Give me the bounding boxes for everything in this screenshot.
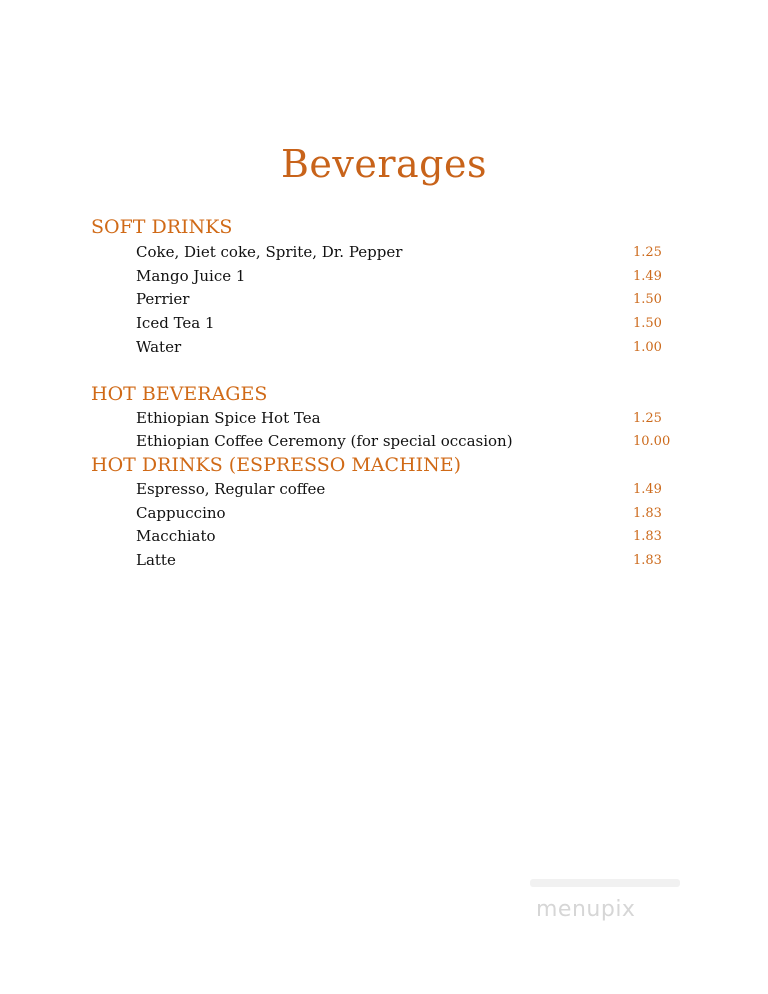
menu-item-price: 1.49 (633, 269, 662, 284)
menu-item-name: Ethiopian Spice Hot Tea (136, 409, 321, 427)
menu-item-name: Macchiato (136, 527, 216, 545)
menu-item-name: Iced Tea 1 (136, 314, 215, 332)
menu-item-price: 1.00 (633, 340, 662, 355)
menu-item-price: 1.83 (633, 506, 662, 521)
watermark-bar (530, 879, 680, 887)
menu-item-name: Coke, Diet coke, Sprite, Dr. Pepper (136, 243, 403, 261)
menu-item-name: Cappuccino (136, 504, 226, 522)
watermark-logo: menupix (536, 897, 636, 922)
section-heading-hot-drinks: HOT DRINKS (ESPRESSO MACHINE) (91, 454, 462, 476)
page-title: Beverages (280, 142, 487, 186)
menu-item-price: 1.25 (633, 245, 662, 260)
section-heading-soft-drinks: SOFT DRINKS (91, 216, 233, 238)
menu-item-price: 1.50 (633, 316, 662, 331)
menu-item-name: Ethiopian Coffee Ceremony (for special occasion) (136, 432, 513, 450)
menu-item-price: 10.00 (633, 434, 671, 449)
menu-item-name: Perrier (136, 290, 190, 308)
menu-item-price: 1.50 (633, 292, 662, 307)
menu-item-price: 1.83 (633, 553, 662, 568)
menu-item-name: Water (136, 338, 182, 356)
menu-item-name: Latte (136, 551, 176, 569)
menu-item-name: Mango Juice 1 (136, 267, 246, 285)
menu-item-name: Espresso, Regular coffee (136, 480, 326, 498)
section-heading-hot-beverages: HOT BEVERAGES (91, 383, 268, 405)
menu-item-price: 1.25 (633, 411, 662, 426)
menu-item-price: 1.83 (633, 529, 662, 544)
menu-item-price: 1.49 (633, 482, 662, 497)
